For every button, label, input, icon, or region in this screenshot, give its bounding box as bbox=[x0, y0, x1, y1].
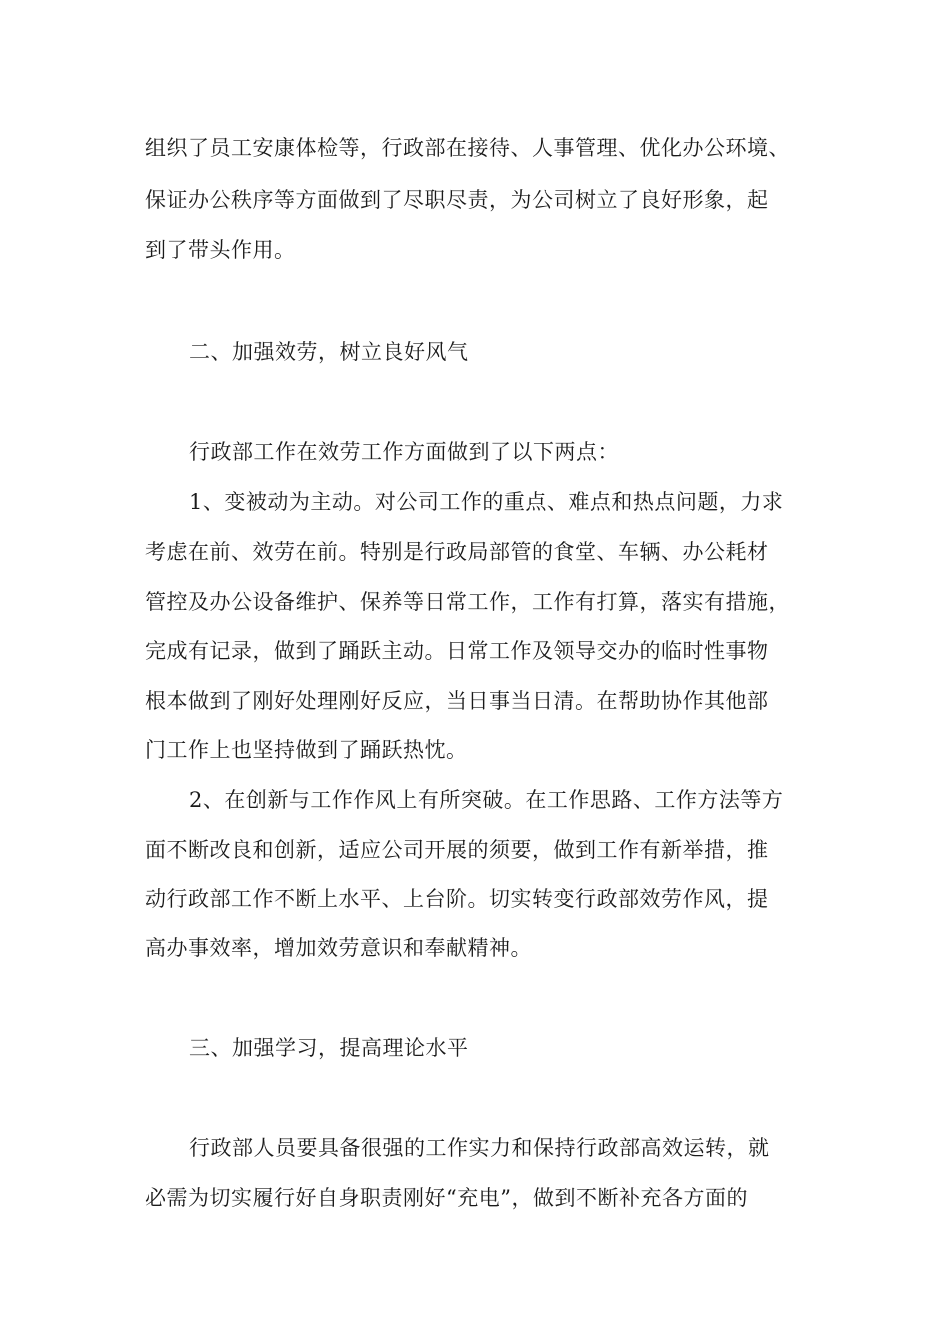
paragraph-line: 面不断改良和创新，适应公司开展的须要，做到工作有新举措，推 bbox=[145, 838, 769, 862]
section-heading-3: 三、加强学习，提高理论水平 bbox=[189, 1036, 469, 1060]
paragraph-line: 保证办公秩序等方面做到了尽职尽责，为公司树立了良好形象，起 bbox=[145, 188, 769, 212]
paragraph-line: 到了带头作用。 bbox=[145, 238, 296, 262]
paragraph-line: 完成有记录，做到了踊跃主动。日常工作及领导交办的临时性事物 bbox=[145, 639, 769, 663]
paragraph-line: 门工作上也坚持做到了踊跃热忱。 bbox=[145, 738, 468, 762]
paragraph-line: 必需为切实履行好自身职责刚好“充电”，做到不断补充各方面的 bbox=[145, 1186, 748, 1210]
paragraph-line: 管控及办公设备维护、保养等日常工作，工作有打算，落实有措施， bbox=[145, 590, 790, 614]
section-heading-2: 二、加强效劳，树立良好风气 bbox=[189, 340, 469, 364]
paragraph-line: 考虑在前、效劳在前。特别是行政局部管的食堂、车辆、办公耗材 bbox=[145, 540, 769, 564]
paragraph-line: 行政部工作在效劳工作方面做到了以下两点： bbox=[189, 440, 619, 464]
paragraph-line: 行政部人员要具备很强的工作实力和保持行政部高效运转，就 bbox=[189, 1136, 770, 1160]
paragraph-line: 1、变被动为主动。对公司工作的重点、难点和热点问题，力求 bbox=[189, 490, 784, 514]
paragraph-line: 2、在创新与工作作风上有所突破。在工作思路、工作方法等方 bbox=[189, 788, 784, 812]
paragraph-line: 高办事效率，增加效劳意识和奉献精神。 bbox=[145, 936, 532, 960]
paragraph-line: 根本做到了刚好处理刚好反应，当日事当日清。在帮助协作其他部 bbox=[145, 689, 769, 713]
paragraph-line: 动行政部工作不断上水平、上台阶。切实转变行政部效劳作风，提 bbox=[145, 887, 769, 911]
paragraph-line: 组织了员工安康体检等，行政部在接待、人事管理、优化办公环境、 bbox=[145, 136, 790, 160]
